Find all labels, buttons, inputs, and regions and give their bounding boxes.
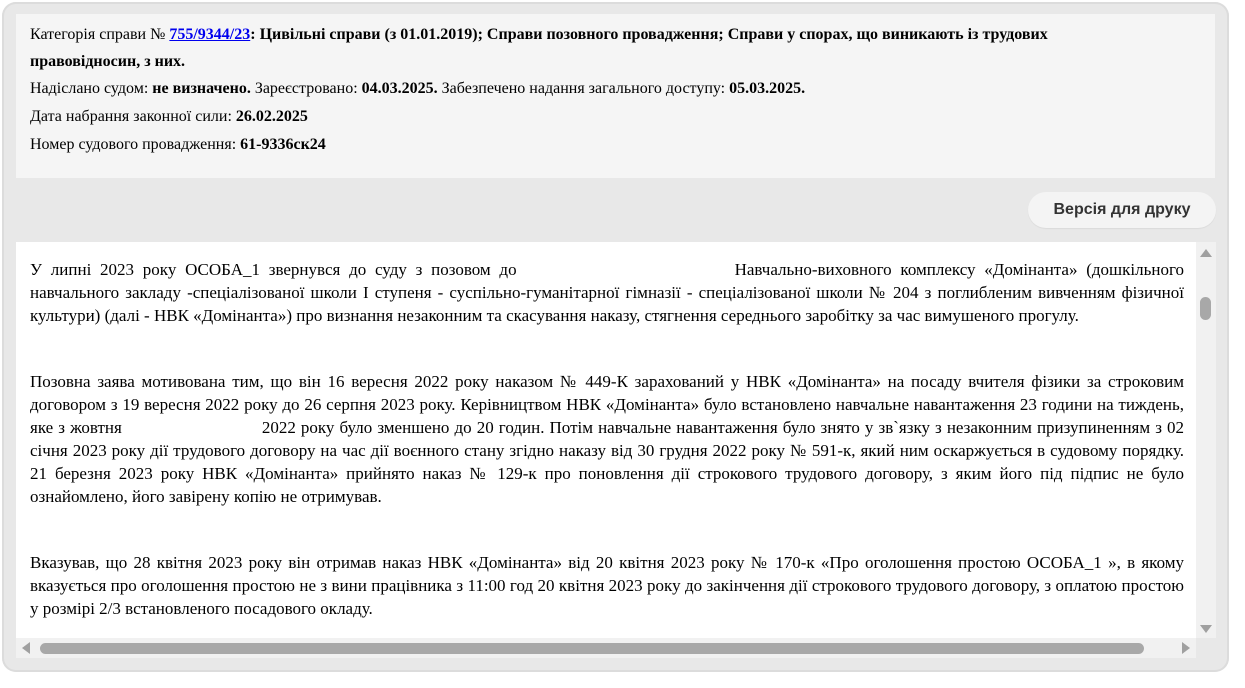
case-info-panel <box>16 14 1215 178</box>
scroll-up-arrow-icon[interactable] <box>1200 249 1212 257</box>
scroll-left-arrow-icon[interactable] <box>22 642 30 654</box>
paragraph-1-part-b: Навчально-виховного комплексу «Домінанта» (дошкільного навчального закладу -спеціалізованої школи І ступеня - суспільно-гуманітарної гімназії - спеціалізованої школи № 204 з поглибленим вивченням фізичної культури) (далі - НВК «Домінанта») про визнання незаконним та скасування наказу, стягнення середнього заробітку за час вимушеного прогулу. <box>30 260 1184 325</box>
document-text-area[interactable] <box>16 242 1196 638</box>
paragraph-1 <box>30 258 1184 327</box>
scrollbar-corner <box>1196 638 1216 658</box>
horizontal-scrollbar[interactable] <box>16 638 1196 658</box>
horizontal-scroll-thumb[interactable] <box>40 643 1144 654</box>
vertical-scrollbar[interactable] <box>1196 242 1216 638</box>
category-label: Категорія справи № <box>30 26 166 43</box>
paragraph-2-part-a: Позовна заява мотивована тим, що він 16 вересня 2022 року наказом № 449-К зарахований у НВК «Домінанта» на посаду вчителя фізики за строковим договором з 19 вересня 2022 року до 26 серпня 2023 року. Керівництвом НВК «Домінанта» було встановлено навчальне навантаження 23 години на тиждень, яке з жовтня <box>30 372 1184 437</box>
proceeding-label: Номер судового провадження: <box>30 136 237 153</box>
category-text-cont: правовідносин, з них. <box>30 53 186 70</box>
paragraph-2-part-b: 2022 року було зменшено до 20 годин. Потім навчальне навантаження було знято у зв`язку з незаконним призупиненням з 02 січня 2023 року дії трудового договору на час дії воєнного стану згідно наказу від 30 грудня 2022 року № 591-к, який ним оскаржується в судовому порядку. 21 березня 2023 року НВК «Домінанта» прийнято наказ № 129-к про поновлення дії строкового трудового договору, з яким його під підпис не було ознайомлено, його завірену копію не отримував. <box>30 418 1184 506</box>
case-category-line <box>30 24 1048 46</box>
paragraph-1-part-a: У липні 2023 року ОСОБА_1 звернувся до суду з позовом до <box>30 260 517 279</box>
effective-label: Дата набрання законної сили: <box>30 108 232 125</box>
sent-value: не визначено. <box>152 80 251 97</box>
effective-date-line <box>30 106 308 128</box>
paragraph-3: Вказував, що 28 квітня 2023 року він отримав наказ НВК «Домінанта» від 20 квітня 2023 року № 170-к «Про оголошення простою ОСОБА_1 », в якому вказується про оголошення простою не з вини працівника з 11:00 год 20 квітня 2023 року до закінчення дії строкового трудового договору, з оплатою простою у розмірі 2/3 встановленого посадового окладу. <box>30 553 1184 618</box>
paragraph-2 <box>30 370 1184 508</box>
print-version-button[interactable]: Версія для друку <box>1028 192 1216 228</box>
proceeding-value: 61-9336ск24 <box>240 136 326 153</box>
effective-value: 26.02.2025 <box>235 108 308 125</box>
access-label: Забезпечено надання загального доступу: <box>441 80 726 97</box>
scroll-right-arrow-icon[interactable] <box>1182 642 1190 654</box>
vertical-scroll-thumb[interactable] <box>1200 297 1211 320</box>
case-number-link[interactable]: 755/9344/23 <box>169 26 251 43</box>
access-value: 05.03.2025. <box>729 80 806 97</box>
category-text: : Цивільні справи (з 01.01.2019); Справи позовного провадження; Справи у спорах, що виникають із трудових <box>250 26 1048 43</box>
proceeding-number-line <box>30 134 326 156</box>
dates-line <box>30 78 805 100</box>
registered-label: Зареєстровано: <box>254 80 358 97</box>
sent-label: Надіслано судом: <box>30 80 149 97</box>
registered-value: 04.03.2025. <box>361 80 438 97</box>
scroll-down-arrow-icon[interactable] <box>1200 625 1212 633</box>
